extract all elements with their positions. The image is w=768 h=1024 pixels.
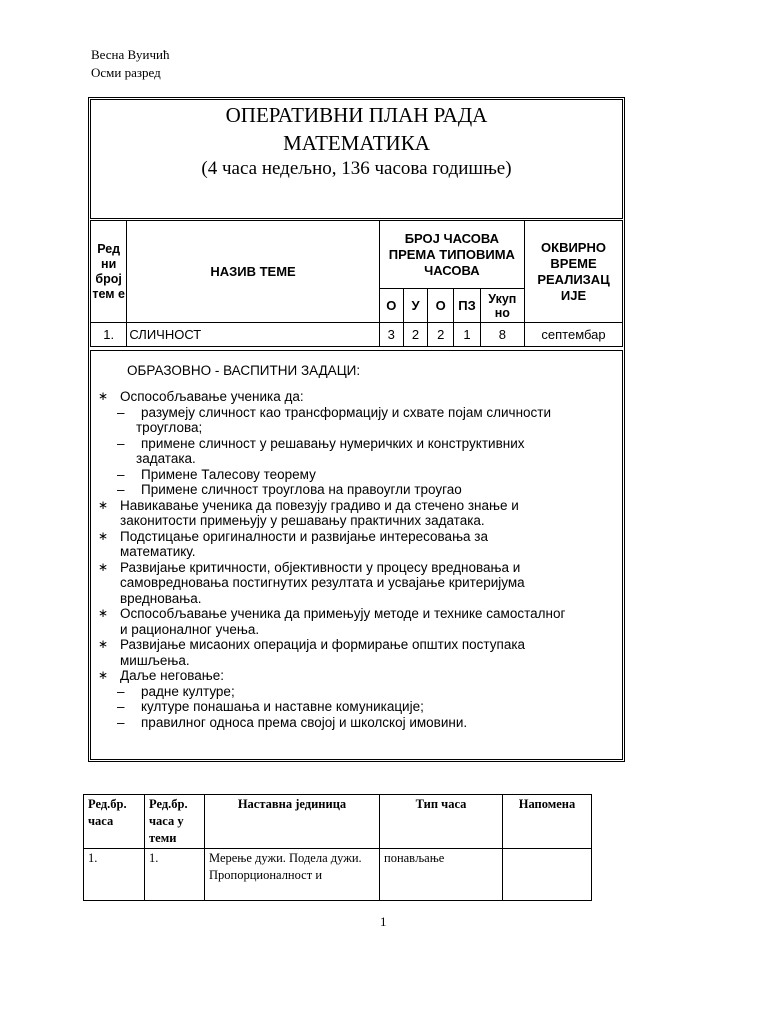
header-sub-u: У	[403, 289, 427, 323]
title-box	[90, 99, 623, 219]
list-item	[91, 513, 621, 529]
task-text: разумеју сличност као трансформацију и схвате појам сличности	[141, 404, 552, 420]
units-cell-note	[503, 849, 592, 901]
task-text: правилног односа према својој и школској имовини.	[141, 714, 468, 730]
list-item	[91, 436, 621, 452]
task-text: вредновања.	[120, 590, 202, 606]
bullet-star-icon: ∗	[98, 389, 109, 403]
task-text: задатака.	[136, 451, 196, 466]
header-sub-o1: О	[379, 289, 403, 323]
bullet-star-icon: ∗	[98, 668, 109, 682]
task-text: Оспособљавање ученика да:	[120, 389, 304, 404]
row-o2: 2	[428, 323, 454, 347]
row-time: септембар	[525, 323, 623, 347]
list-item	[91, 529, 621, 545]
page-number: 1	[380, 914, 387, 929]
units-cell-unit: Мерење дужи. Подела дужи. Пропорционалност и	[205, 849, 380, 901]
list-item	[91, 653, 621, 669]
bullet-dash-icon: –	[117, 482, 125, 497]
bullet-dash-icon: –	[117, 404, 125, 420]
educational-tasks	[90, 350, 623, 760]
bullet-star-icon: ∗	[98, 559, 109, 574]
list-item	[91, 684, 621, 700]
row-pz: 1	[454, 323, 480, 347]
tasks-list	[91, 389, 621, 730]
task-text: Оспособљавање ученика да примењују методе и технике самосталног	[120, 606, 566, 621]
bullet-star-icon: ∗	[98, 637, 109, 651]
row-topic: СЛИЧНОСТ	[127, 323, 379, 347]
task-text: троуглова;	[136, 420, 203, 435]
task-text: Примене Талесову теорему	[141, 466, 316, 482]
list-item	[91, 498, 621, 514]
units-header-lesson-no: Ред.бр. часа	[84, 795, 145, 849]
list-item	[91, 560, 621, 576]
header-topic-number: Ред ни број тем е	[91, 221, 127, 323]
author-name: Весна Вуичић	[91, 47, 170, 62]
task-text: математику.	[120, 544, 196, 559]
list-item	[91, 715, 621, 731]
bullet-star-icon: ∗	[98, 606, 109, 620]
units-cell-lesson-in-topic: 1.	[145, 849, 205, 901]
bullet-dash-icon: –	[117, 435, 125, 451]
row-num: 1.	[91, 323, 127, 347]
header-time-frame: ОКВИРНО ВРЕМЕ РЕАЛИЗАЦ ИЈЕ	[525, 221, 623, 323]
title-line-3: (4 часа недељно, 136 часова годишње)	[201, 158, 512, 179]
tasks-heading: ОБРАЗОВНО - ВАСПИТНИ ЗАДАЦИ:	[127, 363, 361, 378]
bullet-star-icon: ∗	[98, 528, 109, 543]
table-row	[91, 323, 623, 347]
table-row	[84, 849, 592, 901]
bullet-star-icon: ∗	[98, 497, 109, 512]
row-o1: 3	[379, 323, 403, 347]
task-text: примене сличност у решавању нумеричких и конструктивних	[141, 435, 525, 451]
list-item	[91, 451, 621, 467]
header-sub-o2: О	[428, 289, 454, 323]
bullet-dash-icon: –	[117, 699, 125, 714]
task-text: самовредновања постигнутих резултата и усвајање критеријума	[120, 575, 525, 590]
header-sub-pz: ПЗ	[454, 289, 480, 323]
units-cell-lesson-no: 1.	[84, 849, 145, 901]
list-item	[91, 606, 621, 622]
task-text: и рационалног учења.	[120, 621, 260, 637]
task-text: Даље неговање:	[120, 668, 224, 683]
list-item	[91, 591, 621, 607]
units-header-unit: Наставна јединица	[205, 795, 380, 849]
task-text: законитости примењују у решавању практичних задатака.	[120, 513, 485, 528]
title-line-2: МАТЕМАТИКА	[283, 131, 430, 155]
list-item	[91, 699, 621, 715]
task-text: радне културе;	[141, 683, 235, 699]
list-item	[91, 405, 621, 421]
task-text: Подстицање оригиналности и развијање интересовања за	[120, 528, 488, 544]
list-item	[91, 420, 621, 436]
task-text: Развијање критичности, објективности у процесу вредновања и	[120, 559, 521, 575]
row-u: 2	[403, 323, 427, 347]
list-item	[91, 389, 621, 405]
bullet-dash-icon: –	[117, 683, 125, 699]
list-item	[91, 467, 621, 483]
plan-table	[90, 220, 623, 347]
grade-label: Осми разред	[91, 65, 161, 80]
list-item	[91, 622, 621, 638]
task-text: културе понашања и наставне комуникације;	[141, 699, 424, 714]
list-item	[91, 575, 621, 591]
task-text: Примене сличност троуглова на правоугли троугао	[141, 482, 462, 497]
units-header-type: Тип часа	[380, 795, 503, 849]
units-cell-type: понављање	[380, 849, 503, 901]
task-text: Развијање мисаоних операција и формирање општих поступака	[120, 637, 526, 652]
units-table	[83, 794, 592, 901]
task-text: Навикавање ученика да повезују градиво и да стечено знање и	[120, 497, 519, 513]
title-line-1: ОПЕРАТИВНИ ПЛАН РАДА	[225, 103, 488, 127]
document-header	[91, 46, 169, 82]
bullet-dash-icon: –	[117, 466, 125, 482]
header-sub-total: Укуп но	[480, 289, 524, 323]
list-item	[91, 668, 621, 684]
units-header-lesson-in-topic: Ред.бр. часа у теми	[145, 795, 205, 849]
header-hours-by-type: БРОЈ ЧАСОВА ПРЕМА ТИПОВИМА ЧАСОВА	[379, 221, 524, 289]
bullet-dash-icon: –	[117, 714, 125, 730]
list-item	[91, 637, 621, 653]
task-text: мишљења.	[120, 652, 190, 668]
list-item	[91, 544, 621, 560]
row-total: 8	[480, 323, 524, 347]
list-item	[91, 482, 621, 498]
header-topic-name: НАЗИВ ТЕМЕ	[127, 221, 379, 323]
units-header-note: Напомена	[503, 795, 592, 849]
